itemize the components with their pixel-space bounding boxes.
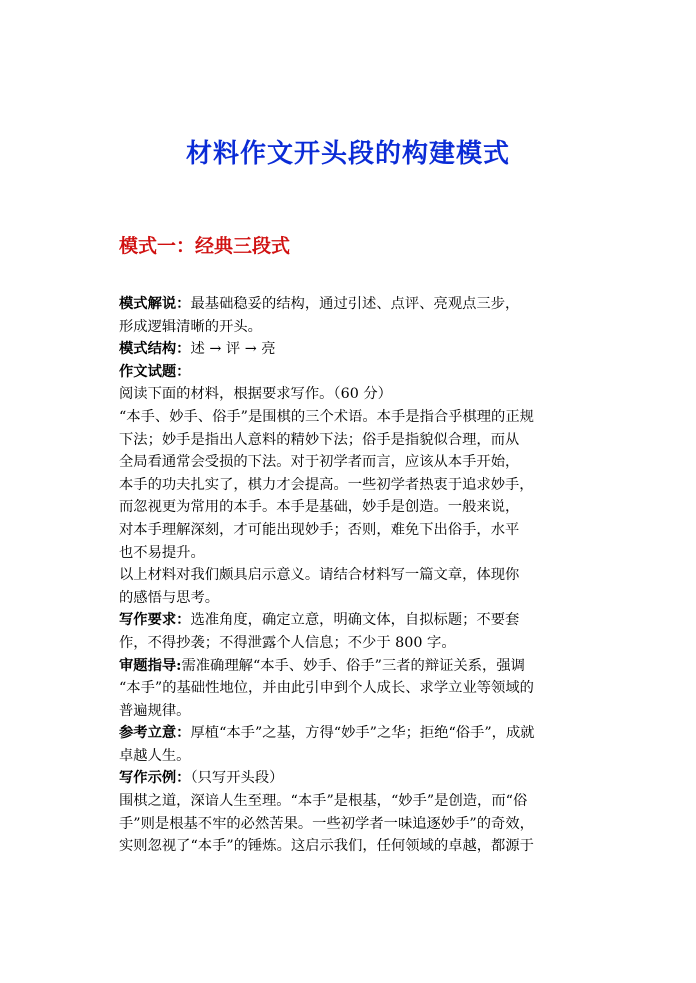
field-label: 审题指导:	[119, 657, 182, 674]
text-line	[119, 361, 581, 384]
text-line: 卓越人生。	[119, 747, 191, 764]
document-body	[119, 293, 581, 858]
field-text: （只写开头段）	[190, 770, 284, 787]
text-line	[119, 767, 581, 790]
field-label: 作文试题：	[119, 363, 191, 380]
text-line: 也不易提升。	[119, 544, 205, 561]
text-line	[119, 722, 581, 745]
text-line: 实则忽视了“本手”的锤炼。这启示我们，任何领域的卓越，都源于	[119, 838, 534, 855]
text-line	[119, 338, 581, 361]
text-line: 的感悟与思考。	[119, 589, 220, 606]
field-text: 述 → 评 → 亮	[190, 341, 276, 358]
text-line	[119, 293, 581, 316]
text-line: 本手的功夫扎实了，棋力才会提高。一些初学者热衷于追求妙手，	[119, 476, 534, 493]
text-line	[119, 609, 581, 632]
field-text: 需准确理解“本手、妙手、俗手”三者的辩证关系，强调	[181, 657, 525, 674]
text-line: 手”则是根基不牢的必然苦果。一些初学者一味追逐妙手”的奇效，	[119, 815, 534, 832]
text-line	[119, 655, 581, 678]
text-line: 对本手理解深刻，才可能出现妙手；否则，难免下出俗手，水平	[119, 521, 520, 538]
text-line: 全局看通常会受损的下法。对于初学者而言，应该从本手开始，	[119, 454, 520, 471]
field-label: 模式结构：	[119, 341, 191, 358]
text-line: “本手、妙手、俗手”是围棋的三个术语。本手是指合乎棋理的正规	[119, 408, 534, 425]
text-line: 作，不得抄袭；不得泄露个人信息；不少于 800 字。	[119, 634, 456, 651]
document-title: 材料作文开头段的构建模式	[185, 139, 510, 169]
text-line: 而忽视更为常用的本手。本手是基础，妙手是创造。一般来说，	[119, 499, 520, 516]
text-line: 以上材料对我们颇具启示意义。请结合材料写一篇文章，体现你	[119, 567, 520, 584]
field-text: 最基础稳妥的结构，通过引述、点评、亮观点三步，	[190, 296, 520, 312]
text-line: 围棋之道，深谙人生至理。“本手”是根基，“妙手”是创造，而“俗	[119, 793, 528, 810]
field-label: 写作示例：	[119, 770, 191, 787]
field-label: 参考立意：	[119, 725, 191, 742]
text-line: 下法；妙手是指出人意料的精妙下法；俗手是指貌似合理，而从	[119, 431, 520, 448]
text-line: “本手”的基础性地位，并由此引申到个人成长、求学立业等领域的	[119, 680, 534, 697]
field-label: 写作要求：	[119, 612, 191, 629]
field-text: 厚植“本手”之基，方得“妙手”之华；拒绝“俗手”，成就	[190, 725, 535, 742]
field-label: 模式解说：	[119, 296, 191, 312]
text-line: 形成逻辑清晰的开头。	[119, 318, 262, 335]
text-line: 阅读下面的材料，根据要求写作。（60 分）	[119, 386, 392, 403]
text-line: 普遍规律。	[119, 702, 191, 719]
field-text: 选准角度，确定立意，明确文体，自拟标题；不要套	[190, 612, 520, 629]
section-heading: 模式一：经典三段式	[119, 235, 291, 257]
